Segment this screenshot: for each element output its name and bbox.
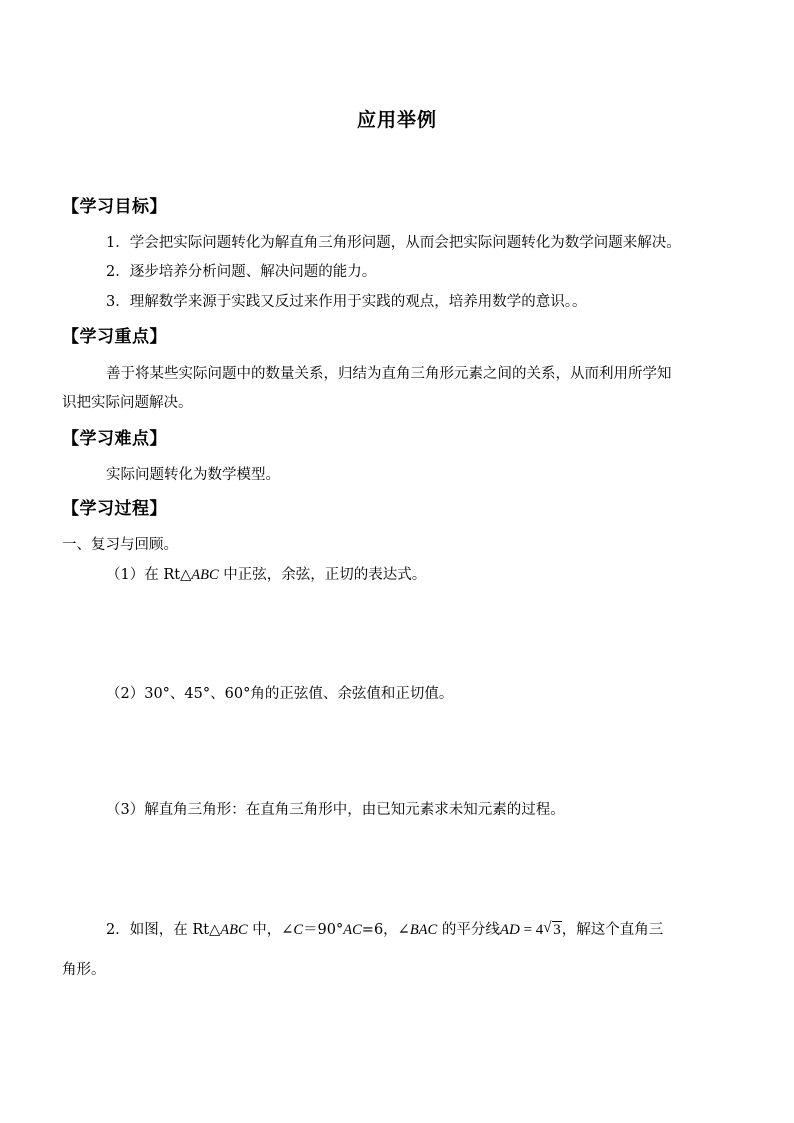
question-1-var: ABC bbox=[191, 567, 219, 583]
objective-item-1: 1．学会把实际问题转化为解直角三角形问题，从而会把实际问题转化为数学问题来解决。 bbox=[106, 235, 681, 251]
q4-var-c: C bbox=[293, 922, 304, 938]
question-2: （2）30°、45°、60°角的正弦值、余弦值和正切值。 bbox=[106, 686, 454, 702]
question-1 bbox=[106, 565, 426, 585]
key-points-line-1: 善于将某些实际问题中的数量关系，归结为直角三角形元素之间的关系，从而利用所学知 bbox=[106, 366, 672, 382]
question-1-prefix: （1）在 Rt△ bbox=[106, 567, 192, 583]
key-points-line-2: 识把实际问题解决。 bbox=[62, 395, 193, 411]
q4-var-ad: AD bbox=[499, 922, 520, 938]
key-points-heading: 【学习重点】 bbox=[62, 327, 167, 347]
review-part-title: 一、复习与回顾。 bbox=[62, 537, 178, 553]
objective-item-3: 3．理解数学来源于实践又反过来作用于实践的观点，培养用数学的意识。。 bbox=[106, 294, 587, 310]
q4-var-bac: BAC bbox=[409, 922, 438, 938]
q4-var-abc: ABC bbox=[220, 922, 248, 938]
question-3: （3）解直角三角形：在直角三角形中，由已知元素求未知元素的过程。 bbox=[106, 802, 565, 818]
difficulties-text: 实际问题转化为数学模型。 bbox=[106, 467, 280, 483]
q4-text-3: ＝90° bbox=[303, 922, 344, 938]
question-1-suffix: 中正弦，余弦，正切的表达式。 bbox=[218, 567, 427, 583]
objective-item-2: 2．逐步培养分析问题、解决问题的能力。 bbox=[106, 264, 377, 280]
page-title: 应用举例 bbox=[356, 109, 437, 131]
q4-text-6: ，解这个直角三 bbox=[561, 922, 664, 938]
difficulties-heading: 【学习难点】 bbox=[62, 429, 167, 449]
q4-equation: = 4 bbox=[519, 922, 544, 938]
process-heading: 【学习过程】 bbox=[62, 499, 167, 519]
question-4-line-2: 角形。 bbox=[62, 962, 106, 978]
q4-text-1: 2．如图，在 Rt△ bbox=[106, 922, 221, 938]
q4-text-5: 的平分线 bbox=[437, 922, 500, 938]
q4-sqrt bbox=[543, 920, 562, 940]
sqrt-icon: √ bbox=[543, 920, 552, 936]
q4-text-4: =6，∠ bbox=[361, 922, 410, 938]
q4-var-ac: AC bbox=[343, 922, 362, 938]
question-4-line-1 bbox=[106, 920, 663, 940]
q4-text-2: 中，∠ bbox=[247, 922, 294, 938]
q4-sqrt-value: 3 bbox=[553, 922, 561, 938]
objectives-heading: 【学习目标】 bbox=[62, 197, 167, 217]
